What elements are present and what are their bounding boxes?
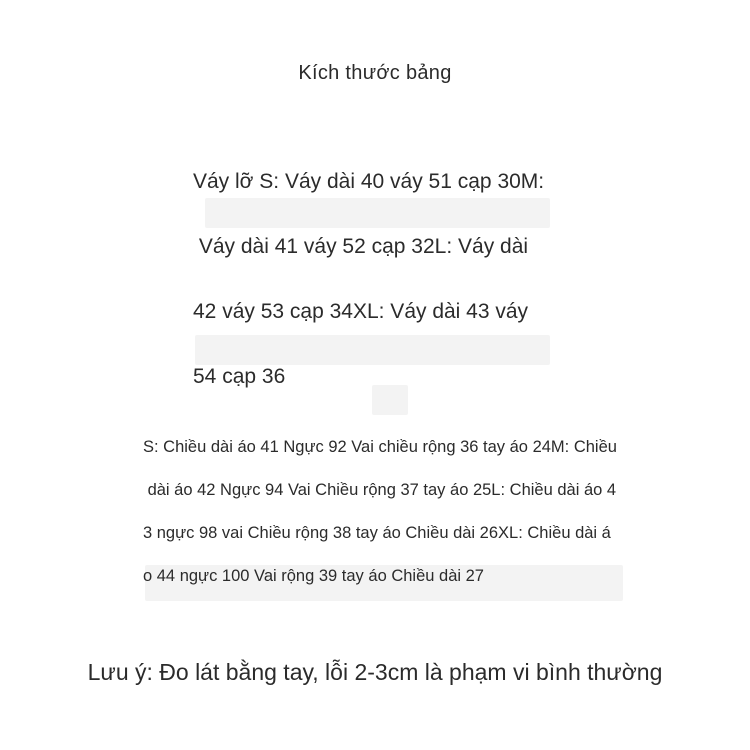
top-size-line-2: dài áo 42 Ngực 94 Vai Chiều rộng 37 tay áo 25L: Chiều dài áo 4: [143, 481, 617, 499]
top-size-line-1: S: Chiều dài áo 41 Ngực 92 Vai chiều rộng 36 tay áo 24M: Chiều: [143, 438, 617, 456]
skirt-size-line-2: Váy dài 41 váy 52 cạp 32L: Váy dài: [193, 235, 529, 258]
skirt-size-line-1: Váy lỡ S: Váy dài 40 váy 51 cạp 30M:: [193, 170, 545, 193]
measurement-note: Lưu ý: Đo lát bằng tay, lỗi 2-3cm là phạm vi bình thường: [87, 659, 663, 685]
faded-table-background-3: [372, 385, 408, 415]
page-title: Kích thước bảng: [298, 62, 452, 84]
skirt-size-line-3: 42 váy 53 cạp 34XL: Váy dài 43 váy: [193, 300, 529, 323]
faded-table-background-1: [205, 198, 550, 228]
faded-table-background-2: [195, 335, 550, 365]
skirt-size-line-4: 54 cạp 36: [193, 365, 286, 388]
top-size-line-4: o 44 ngực 100 Vai rộng 39 tay áo Chiều dài 27: [143, 567, 484, 585]
top-size-line-3: 3 ngực 98 vai Chiều rộng 38 tay áo Chiều dài 26XL: Chiều dài á: [143, 524, 611, 542]
